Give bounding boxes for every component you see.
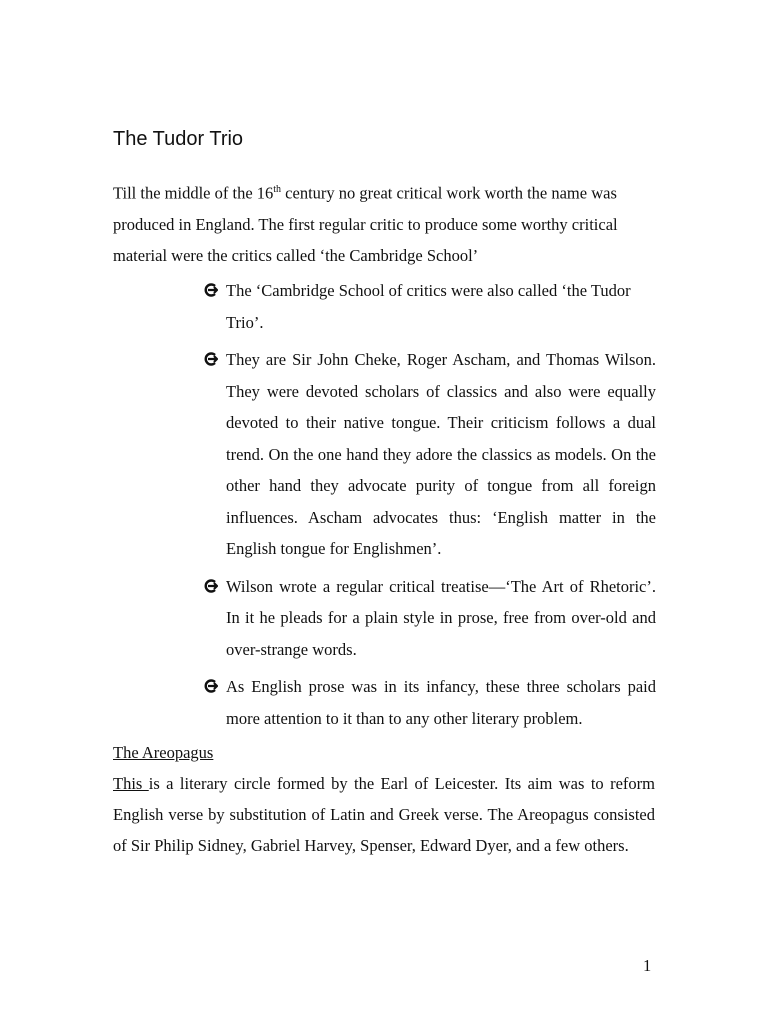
list-item (204, 671, 656, 734)
circled-arrow-icon (204, 579, 218, 593)
areopagus-body: is a literary circle formed by the Earl of Leicester. Its aim was to reform English verse by substitution of Latin and Greek verse. The Areopagus consisted of Sir Philip Sidney, Gabriel Harvey, Spenser, Edward Dyer, and a few others. (113, 774, 655, 855)
bullet-text: Wilson wrote a regular critical treatise—‘The Art of Rhetoric’. In it he pleads for a plain style in prose, free from over-old and over-strange words. (226, 576, 656, 659)
areopagus-lead-word: This (113, 774, 149, 793)
intro-text-start: Till the middle of the 16 (113, 183, 274, 203)
bullet-text: As English prose was in its infancy, these three scholars paid more attention to it than to any other literary problem. (226, 677, 656, 728)
list-item (204, 275, 656, 338)
circled-arrow-icon (204, 679, 218, 693)
bullet-list (204, 275, 656, 740)
circled-arrow-icon (204, 283, 218, 297)
ordinal-superscript: th (273, 184, 282, 195)
intro-paragraph (113, 174, 655, 271)
list-item (204, 571, 656, 666)
section-heading-areopagus: The Areopagus (113, 743, 214, 762)
intro-text-rest: century no great critical work worth the name was produced in England. The first regular critic to produce some worthy critical material were the critics called ‘the Cambridge School’ (113, 183, 618, 265)
page-title: The Tudor Trio (113, 128, 244, 150)
circled-arrow-icon (204, 352, 218, 366)
page-number: 1 (643, 956, 652, 975)
areopagus-paragraph (113, 768, 655, 861)
bullet-text: They are Sir John Cheke, Roger Ascham, and Thomas Wilson. They were devoted scholars of classics and also were equally devoted to their native tongue. Their criticism follows a dual trend. On the one hand they adore the classics as models. On the other hand they advocate purity of tongue from all foreign influences. Ascham advocates thus: ‘English matter in the English tongue for Englishmen’. (226, 350, 656, 558)
bullet-text: The ‘Cambridge School of critics were also called ‘the Tudor Trio’. (226, 281, 631, 332)
list-item (204, 344, 656, 565)
